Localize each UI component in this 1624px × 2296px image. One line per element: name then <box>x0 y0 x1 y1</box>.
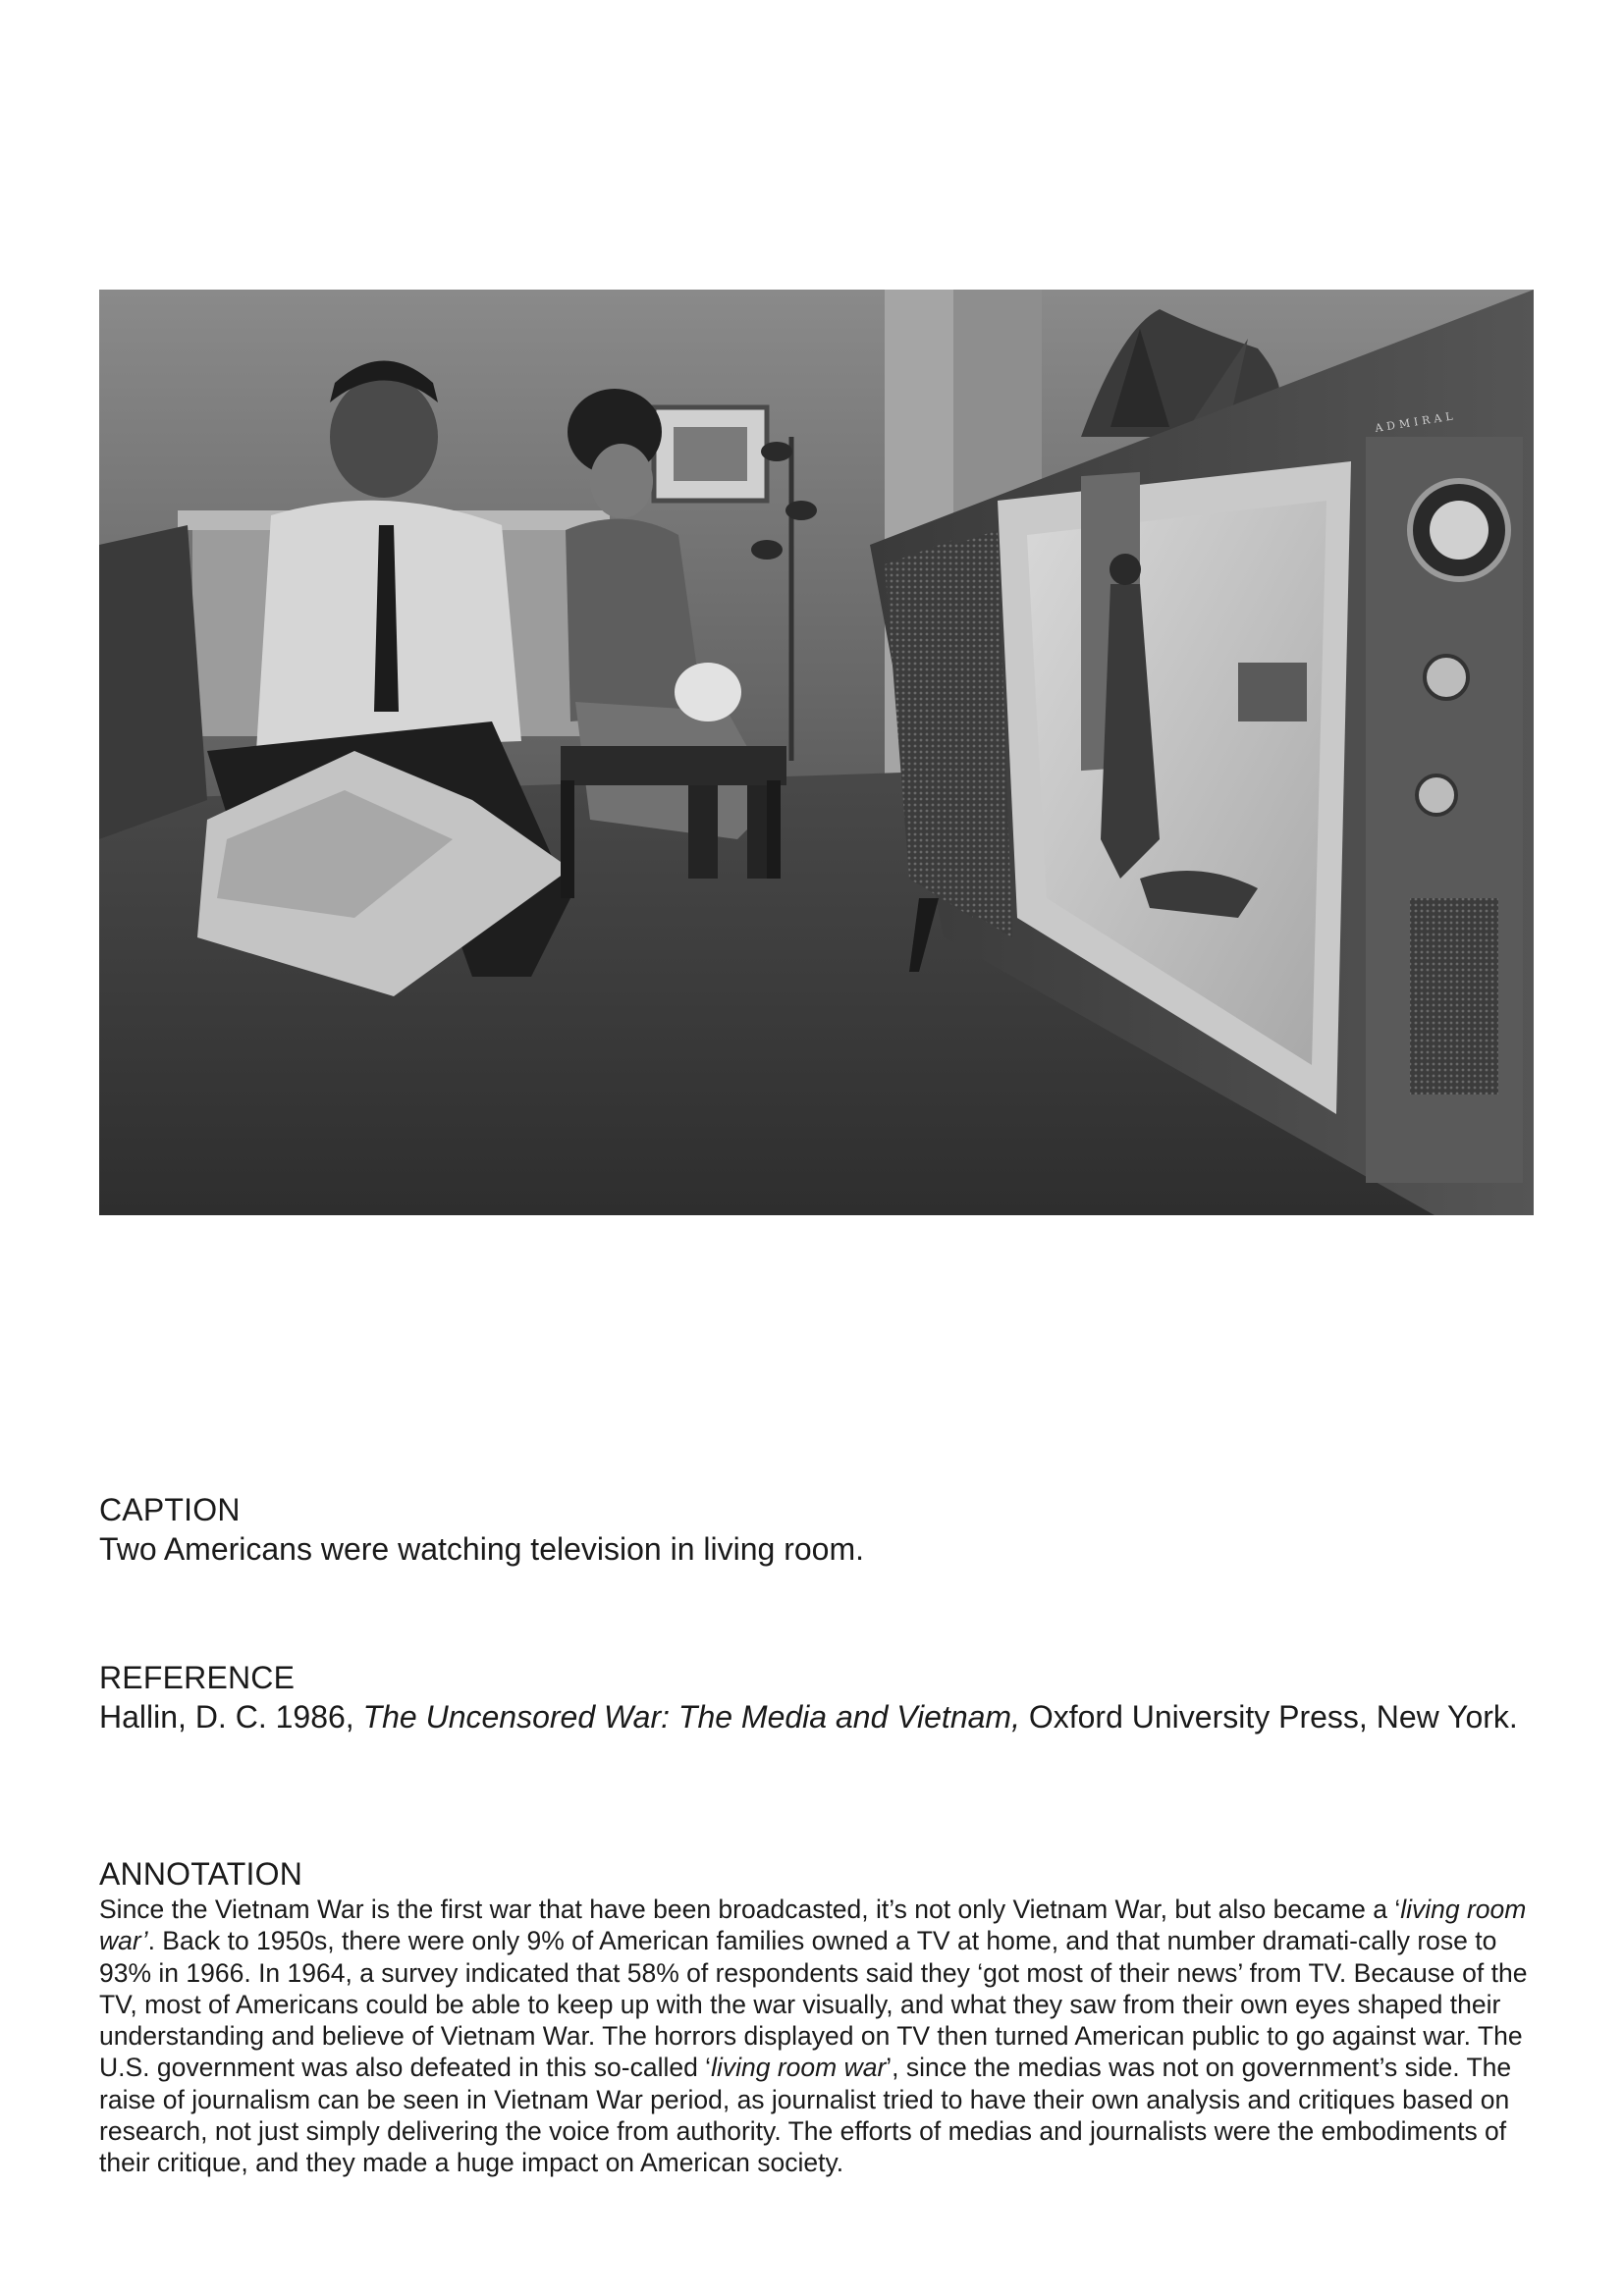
annotation-emphasis-2: living room war <box>711 2053 887 2083</box>
reference-heading: REFERENCE <box>99 1660 296 1695</box>
reference-publisher: Oxford University Press, New York. <box>1019 1699 1518 1735</box>
tv-knob <box>1417 775 1456 815</box>
caption-heading: CAPTION <box>99 1492 241 1527</box>
caption-section <box>99 1490 1543 1569</box>
annotation-text <box>99 1894 1543 2179</box>
annotation-emphasis-1: living room war’ <box>99 1895 1527 1956</box>
tv-brand-label: ADMIRAL <box>1374 408 1458 435</box>
reference-title: The Uncensored War: The Media and Vietnam, <box>362 1699 1020 1735</box>
annotation-part-3: ’, since the medias was not on government’s side. The raise of journalism can be seen in Vietnam War period, as journalist tried to have their own analysis and critiques based on research, not just simply delivering the voice from authority. The efforts of medias and journalists were the embodiments of their critique, and they made a huge impact on American society. <box>99 2053 1512 2178</box>
caption-text: Two Americans were watching television in living room. <box>99 1531 864 1567</box>
reference-author-year: Hallin, D. C. 1986, <box>99 1699 363 1735</box>
reference-text <box>99 1697 1543 1736</box>
reference-section <box>99 1658 1543 1736</box>
photo-living-room-tv <box>99 290 1534 1215</box>
annotation-section <box>99 1854 1543 2179</box>
annotation-part-2: . Back to 1950s, there were only 9% of American families owned a TV at home, and that number dramati-cally rose to 93% in 1966. In 1964, a survey indicated that 58% of respondents said they ‘got most of their news’ from TV. Because of the TV, most of Americans could be able to keep up with the war visually, and what they saw from their own eyes shaped their understanding and believe of Vietnam War. The horrors displayed on TV then turned American public to go against war. The U.S. government was also defeated in this so-called ‘ <box>99 1926 1528 2083</box>
tv-knob <box>1425 656 1468 699</box>
annotation-part-1: Since the Vietnam War is the first war that have been broadcasted, it’s not only Vietnam War, but also became a ‘ <box>99 1895 1401 1924</box>
annotation-heading: ANNOTATION <box>99 1856 303 1892</box>
photo-illustration <box>99 290 1534 1215</box>
chair <box>561 746 786 785</box>
